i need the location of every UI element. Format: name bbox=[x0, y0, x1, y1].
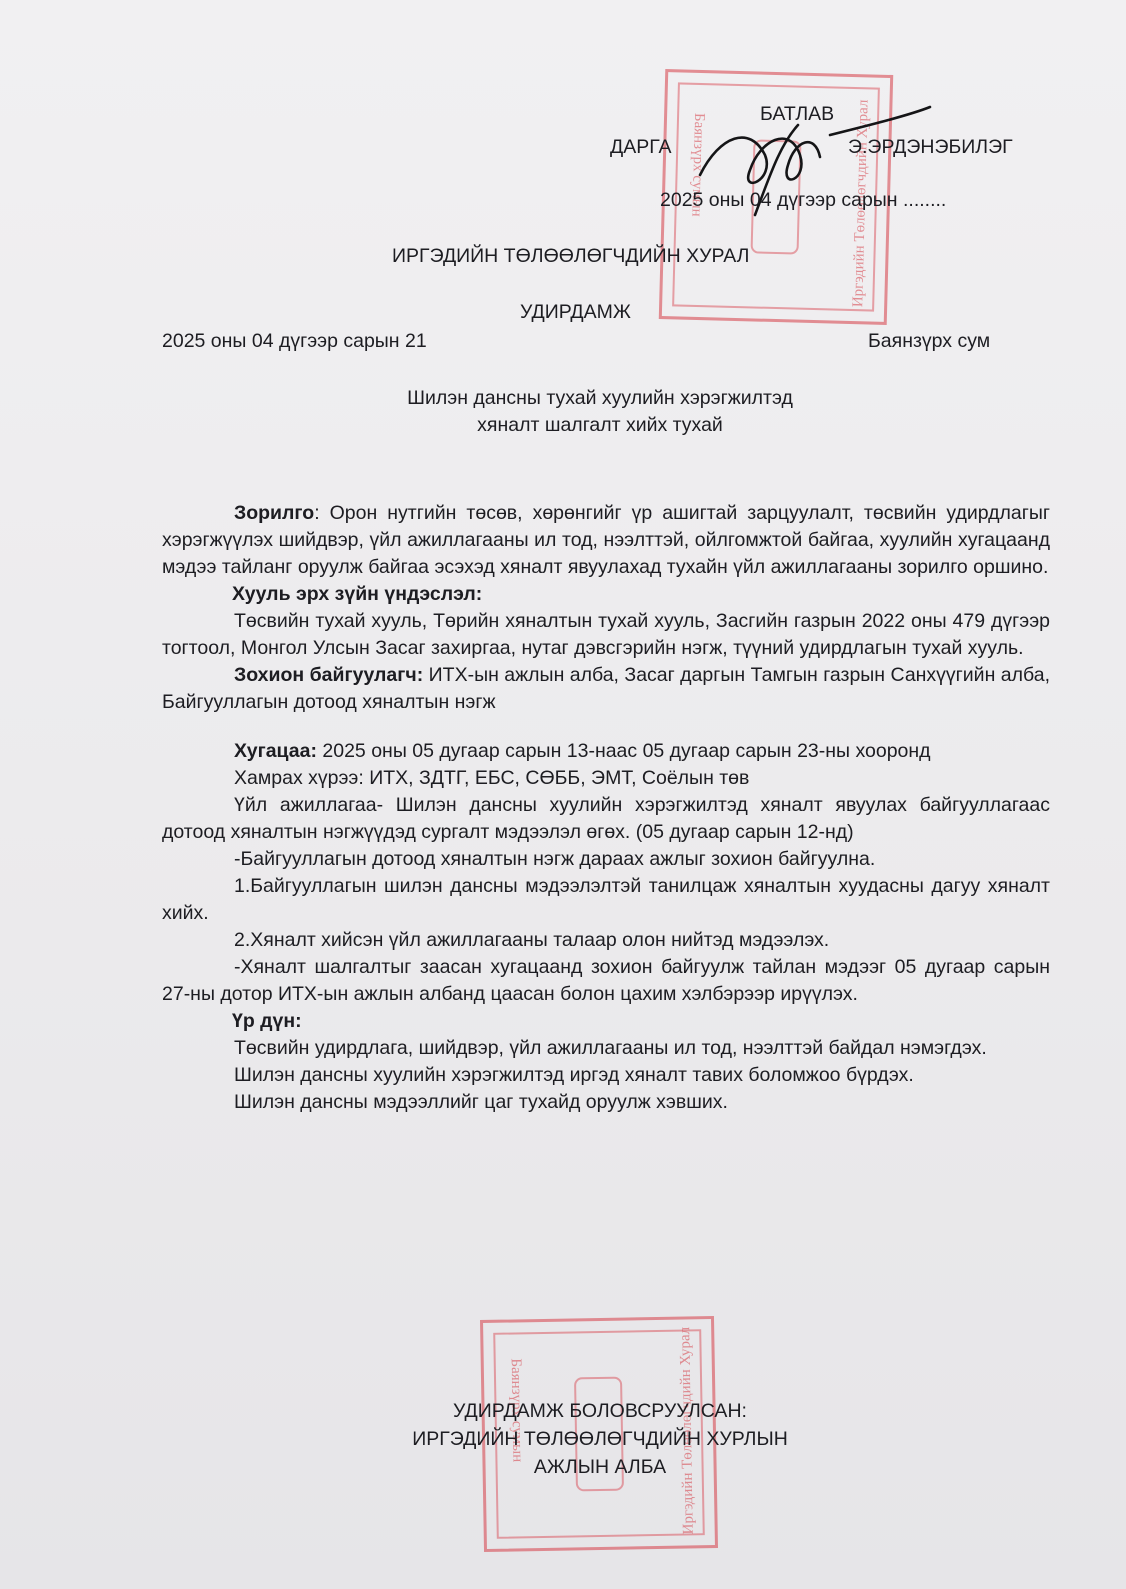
goal-label: Зорилго bbox=[234, 502, 315, 524]
legal-basis-heading: Хууль эрх зүйн үндэслэл: bbox=[232, 583, 483, 605]
approval-date: 2025 оны 04 дүгээр сарын ........ bbox=[660, 189, 947, 211]
result-item-3: Шилэн дансны мэдээллийг цаг тухайд оруулж хэвших. bbox=[234, 1091, 728, 1113]
document-body bbox=[162, 500, 1050, 1116]
goal-paragraph bbox=[162, 500, 1050, 581]
approver-position: ДАРГА bbox=[610, 136, 672, 158]
result-item-2: Шилэн дансны хуулийн хэрэгжилтэд иргэд хяналт тавих боломжоо бүрдэх. bbox=[234, 1064, 914, 1086]
task-item-2: 2.Хяналт хийсэн үйл ажиллагааны талаар олон нийтэд мэдээлэх. bbox=[234, 929, 830, 951]
approver-name: Э.ЭРДЭНЭБИЛЭГ bbox=[848, 136, 1013, 158]
document-place: Баянзүрх сум bbox=[868, 330, 991, 352]
report-paragraph: -Хяналт шалгалтыг заасан хугацаанд зохион байгуулж тайлан мэдээг 05 дугаар сарын 27-ны дотор ИТХ-ын ажлын албанд цаасан болон цахим хэлбэрээр ирүүлэх. bbox=[162, 956, 1050, 1005]
footer-line-3: АЖЛЫН АЛБА bbox=[533, 1456, 667, 1478]
footer-line-2: ИРГЭДИЙН ТӨЛӨӨЛӨГЧДИЙН ХУРЛЫН bbox=[412, 1428, 788, 1450]
organizer-label: Зохион байгуулагч: bbox=[234, 664, 424, 686]
result-item-1: Төсвийн удирдлага, шийдвэр, үйл ажиллагааны ил тод, нээлттэй байдал нэмэгдэх. bbox=[234, 1037, 987, 1059]
legal-basis-text: Төсвийн тухай хууль, Төрийн хяналтын тухай хууль, Засгийн газрын 2022 оны 479 дүгээр тогтоол, Монгол Улсын Засаг захиргаа, нутаг дэвсгэрийн нэгж, түүний удирдлагын тухай хууль. bbox=[162, 610, 1050, 659]
organization-title: ИРГЭДИЙН ТӨЛӨӨЛӨГЧДИЙН ХУРАЛ bbox=[392, 245, 750, 267]
activity-paragraph: Үйл ажиллагаа- Шилэн дансны хуулийн хэрэгжилтэд хяналт явуулах байгууллагаас дотоод хяналтын нэгжүүдэд сургалт мэдээлэл өгөх. (05 дугаар сарын 12-нд) bbox=[162, 794, 1050, 843]
subject-line-1: Шилэн дансны тухай хуулийн хэрэгжилтэд bbox=[407, 387, 793, 409]
task-item-1: 1.Байгууллагын шилэн дансны мэдээлэлтэй танилцаж хяналтын хуудасны дагуу хяналт хийх. bbox=[162, 875, 1050, 924]
period-paragraph bbox=[162, 738, 1050, 765]
period-label: Хугацаа: bbox=[234, 740, 317, 762]
result-heading: Үр дүн: bbox=[232, 1010, 302, 1032]
svg-text:Баянзүрх сумын: Баянзүрх сумын bbox=[688, 112, 708, 217]
document-type: УДИРДАМЖ bbox=[520, 301, 631, 323]
period-text: 2025 оны 05 дугаар сарын 13-наас 05 дугаар сарын 23-ны хооронд bbox=[316, 740, 931, 762]
svg-text:Иргэдийн Төлөөлөгчдийн Хурал: Иргэдийн Төлөөлөгчдийн Хурал bbox=[850, 99, 872, 308]
internal-control-intro: -Байгууллагын дотоод хяналтын нэгж дараах ажлыг зохион байгуулна. bbox=[234, 848, 876, 870]
svg-text:Баянзүрх сумын: Баянзүрх сумын bbox=[507, 1358, 526, 1463]
scope-paragraph: Хамрах хүрээ: ИТХ, ЗДТГ, ЕБС, СӨББ, ЭМТ, Соёлын төв bbox=[234, 767, 750, 789]
goal-text: : Орон нутгийн төсөв, хөрөнгийг үр ашигтай зарцуулалт, төсвийн удирдлагыг хэрэгжүүлэх шийдвэр, үйл ажиллагааны ил тод, нээлттэй, ойлгомжтой байгаа, хуулийн хугацаанд мэдээ тайланг оруулж байгаа эсэхэд хяналт явуулахад тухайн үйл ажиллагааны зорилго оршино. bbox=[162, 502, 1050, 578]
document-date: 2025 оны 04 дүгээр сарын 21 bbox=[162, 330, 427, 352]
subject-line-2: хяналт шалгалт хийх тухай bbox=[477, 414, 723, 436]
footer-line-1: УДИРДАМЖ БОЛОВСРУУЛСАН: bbox=[453, 1400, 747, 1422]
approval-title: БАТЛАВ bbox=[760, 103, 835, 125]
organizer-paragraph bbox=[162, 662, 1050, 716]
organizer-text: ИТХ-ын ажлын алба, Засаг даргын Тамгын газрын Санхүүгийн алба, Байгууллагын дотоод хяналтын нэгж bbox=[162, 664, 1050, 713]
svg-text:Иргэдийн Төлөөлөгчдийн Хурал: Иргэдийн Төлөөлөгчдийн Хурал bbox=[677, 1326, 697, 1535]
